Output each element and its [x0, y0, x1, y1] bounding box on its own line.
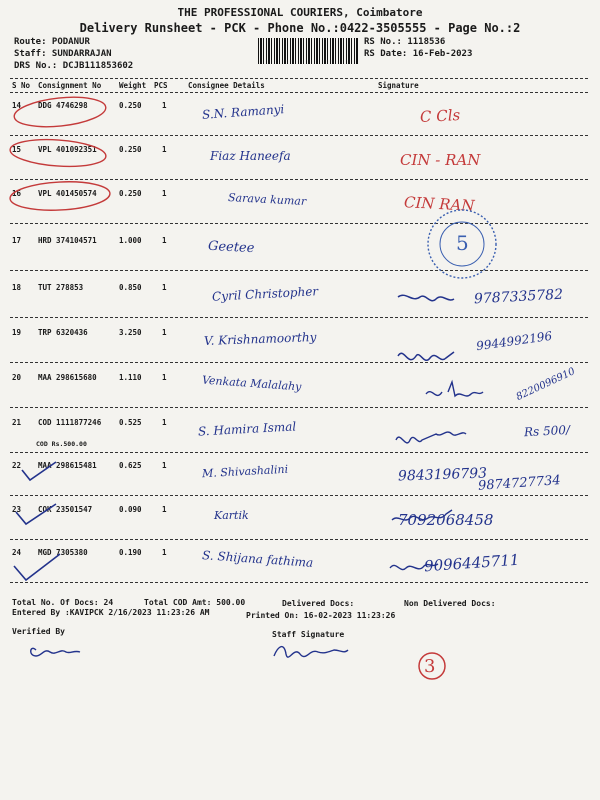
rs-date: RS Date: 16-Feb-2023 [364, 49, 473, 59]
row20-sig-scribble [426, 382, 483, 396]
row-sno: 21 [12, 418, 22, 427]
row-consignment-no: MAA 298615680 [38, 373, 97, 382]
row-weight: 0.190 [119, 548, 142, 557]
delivery-ticks [14, 462, 60, 580]
row-sno: 14 [12, 101, 22, 110]
company-title: THE PROFESSIONAL COURIERS, Coimbatore [177, 6, 423, 19]
row-signature-handwritten: Rs 500/ [523, 422, 571, 440]
row-weight: 0.250 [119, 189, 142, 198]
row-signature-handwritten: 9843196793 [397, 465, 488, 485]
row-signature-handwritten: 8220096910 [514, 366, 577, 403]
row-sno: 18 [12, 283, 22, 292]
col-consignee: Consignee Details [188, 81, 265, 90]
row-consignment-no: TRP 6320436 [38, 328, 88, 337]
row-signature-handwritten: C Cls [419, 105, 461, 127]
row-consignment-no: MGD 7305380 [38, 548, 88, 557]
row-weight: 3.250 [119, 328, 142, 337]
row-pcs: 1 [162, 236, 167, 245]
svg-text:5: 5 [456, 231, 469, 255]
row-signature-handwritten: 9787335782 [473, 286, 564, 308]
row-pcs: 1 [162, 101, 167, 110]
row-weight: 1.000 [119, 236, 142, 245]
row-sno: 24 [12, 548, 22, 557]
col-signature: Signature [378, 81, 419, 90]
row-consignee-handwritten: Cyril Christopher [211, 284, 319, 304]
row-pcs: 1 [162, 283, 167, 292]
row-consignment-no: COK 23501547 [38, 505, 93, 514]
cod-note: COD Rs.500.00 [36, 440, 87, 448]
row-pcs: 1 [162, 461, 167, 470]
rs-number: RS No.: 1118536 [364, 37, 446, 47]
row-consignee-handwritten: S. Hamira Ismal [197, 419, 297, 439]
page-mark: 3 [424, 656, 436, 677]
row-consignment-no: MAA 298615481 [38, 461, 97, 470]
row-pcs: 1 [162, 145, 167, 154]
row-sno: 20 [12, 373, 22, 382]
total-docs: Total No. Of Docs: 24 [12, 598, 114, 607]
row-consignee-handwritten: S. Shijana fathima [201, 548, 314, 570]
runsheet-title: Delivery Runsheet - PCK - Phone No.:0422-3505555 - Page No.:2 [79, 21, 521, 35]
drs-number: DRS No.: DCJB111853602 [14, 61, 134, 71]
row-sno: 23 [12, 505, 22, 514]
verified-by-label: Verified By [12, 627, 65, 636]
row14-circle [13, 93, 107, 130]
row16-circle [9, 179, 110, 212]
total-cod: Total COD Amt: 500.00 [144, 598, 246, 607]
staff-signature-label: Staff Signature [272, 630, 345, 639]
row-signature-handwritten: 9096445711 [423, 550, 520, 576]
staff-signature-mark [274, 647, 348, 658]
row22-second-signature: 9874727734 [477, 473, 562, 494]
row-consignee-handwritten: Fiaz Haneefa [210, 149, 291, 163]
staff-label: Staff: SUNDARRAJAN [14, 49, 112, 59]
row-weight: 0.525 [119, 418, 142, 427]
row-consignee-handwritten: Venkata Malalahy [201, 373, 302, 394]
col-pcs: PCS [154, 81, 168, 90]
col-consignment: Consignment No [38, 81, 102, 90]
row-weight: 1.110 [119, 373, 142, 382]
row23-sig-scribble [392, 510, 452, 520]
row-sno: 19 [12, 328, 22, 337]
row-consignee-handwritten: S.N. Ramanyi [201, 102, 285, 122]
row-sno: 17 [12, 236, 22, 245]
page-mark-circle [419, 653, 445, 679]
row-pcs: 1 [162, 189, 167, 198]
row-consignment-no: DDG 4746298 [38, 101, 88, 110]
delivered-docs: Delivered Docs: [282, 599, 355, 608]
row-consignment-no: HRD 374104571 [38, 236, 97, 245]
row-signature-handwritten: 7092068458 [398, 511, 494, 529]
row-consignee-handwritten: Geetee [207, 238, 255, 257]
row-consignment-no: COD 1111877246 [38, 418, 102, 427]
col-sno: S No [12, 81, 31, 90]
row-sno: 22 [12, 461, 22, 470]
row-sno: 16 [12, 189, 22, 198]
row-weight: 0.625 [119, 461, 142, 470]
row-consignee-handwritten: V. Krishnamoorthy [203, 330, 317, 348]
row-pcs: 1 [162, 418, 167, 427]
row-consignment-no: TUT 278853 [38, 283, 84, 292]
row24-sig-scribble [390, 564, 438, 570]
row-weight: 0.850 [119, 283, 142, 292]
row-pcs: 1 [162, 548, 167, 557]
row21-sig-scribble [396, 432, 466, 443]
row-sno: 15 [12, 145, 22, 154]
col-weight: Weight [119, 81, 147, 90]
verified-signature [31, 648, 80, 656]
row15-circle [9, 137, 107, 170]
row18-sig-scribble [398, 295, 454, 300]
row19-sig-scribble [398, 352, 454, 360]
company-stamp [428, 210, 496, 278]
row-signature-handwritten: CIN RAN [403, 193, 475, 215]
non-delivered-docs: Non Delivered Docs: [404, 599, 496, 608]
row-weight: 0.250 [119, 101, 142, 110]
row-weight: 0.090 [119, 505, 142, 514]
row-pcs: 1 [162, 505, 167, 514]
row-consignee-handwritten: Sarava kumar [227, 190, 307, 209]
row-weight: 0.250 [119, 145, 142, 154]
route-label: Route: PODANUR [14, 37, 90, 47]
row-consignee-handwritten: Kartik [214, 509, 249, 522]
printed-on: Printed On: 16-02-2023 11:23:26 [246, 611, 396, 620]
row-pcs: 1 [162, 373, 167, 382]
row-pcs: 1 [162, 328, 167, 337]
row-consignee-handwritten: M. Shivashalini [201, 462, 289, 481]
entered-by: Entered By :KAVIPCK 2/16/2023 11:23:26 AM [12, 608, 210, 617]
row-signature-handwritten: 9944992196 [475, 328, 553, 354]
row-consignment-no: VPL 401450574 [38, 189, 97, 198]
row-consignment-no: VPL 401092351 [38, 145, 97, 154]
row-signature-handwritten: CIN - RAN [400, 151, 481, 169]
